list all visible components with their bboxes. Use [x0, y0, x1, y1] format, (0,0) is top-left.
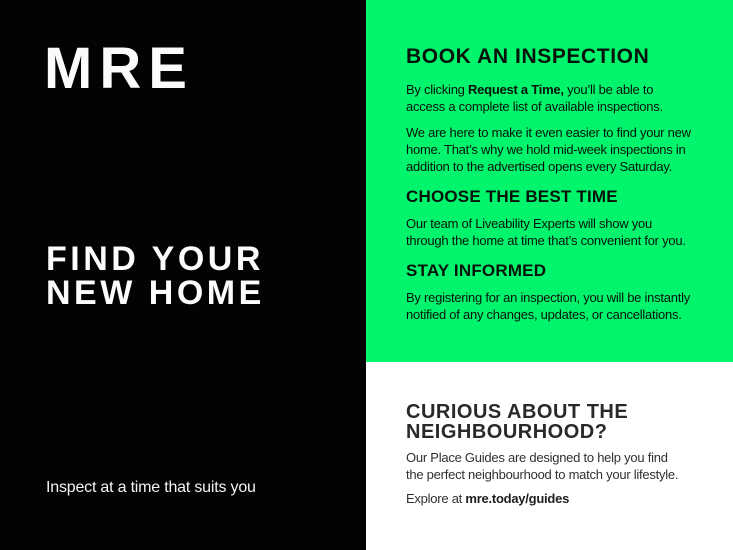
paragraph-line	[406, 491, 703, 508]
paragraph-line: Our team of Liveability Experts will show you	[406, 216, 652, 231]
neighbourhood-panel	[366, 362, 733, 550]
left-brand-panel	[0, 0, 366, 550]
paragraph-line: the perfect neighbourhood to match your lifestyle.	[406, 466, 679, 482]
book-inspection-paragraph-1	[406, 81, 703, 115]
paragraph-line: through the home at time that’s convenient for you.	[406, 233, 686, 248]
book-inspection-paragraph-2	[406, 124, 703, 175]
text-segment: Explore at	[406, 491, 466, 506]
heading-line-1: CURIOUS ABOUT THE	[406, 401, 629, 423]
paragraph-line: access a complete list of available inspections.	[406, 99, 663, 114]
paragraph-line: We are here to make it even easier to find your new	[406, 125, 691, 140]
stay-informed-paragraph	[406, 289, 703, 323]
choose-time-paragraph	[406, 215, 703, 249]
book-inspection-heading: BOOK AN INSPECTION	[406, 45, 650, 68]
stay-informed-heading: STAY INFORMED	[406, 261, 547, 280]
text-segment: you’ll be able to	[563, 82, 654, 97]
headline-line-1: FIND YOUR	[46, 240, 264, 278]
headline-line-2: NEW HOME	[46, 274, 265, 312]
neighbourhood-heading	[406, 403, 703, 442]
paragraph-line: Our Place Guides are designed to help you find	[406, 450, 668, 465]
heading-line-2: NEIGHBOURHOOD?	[406, 420, 608, 443]
place-guides-url-link[interactable]: mre.today/guides	[465, 491, 570, 506]
paragraph-line: notified of any changes, updates, or cancellations.	[406, 307, 682, 322]
inspection-info-panel	[366, 0, 733, 362]
mre-logo: MRE	[44, 36, 194, 101]
request-a-time-emphasis: Request a Time,	[468, 82, 564, 97]
choose-time-heading: CHOOSE THE BEST TIME	[406, 187, 618, 206]
text-segment: By clicking	[406, 82, 469, 97]
paragraph-line: addition to the advertised opens every Saturday.	[406, 159, 672, 174]
neighbourhood-paragraph	[406, 450, 703, 483]
tagline: Inspect at a time that suits you	[46, 479, 256, 496]
headline	[46, 242, 265, 310]
paragraph-line: home. That’s why we hold mid-week inspections in	[406, 142, 686, 157]
paragraph-line: By registering for an inspection, you will be instantly	[406, 290, 690, 305]
paragraph-line	[406, 81, 703, 98]
explore-line	[406, 491, 703, 508]
